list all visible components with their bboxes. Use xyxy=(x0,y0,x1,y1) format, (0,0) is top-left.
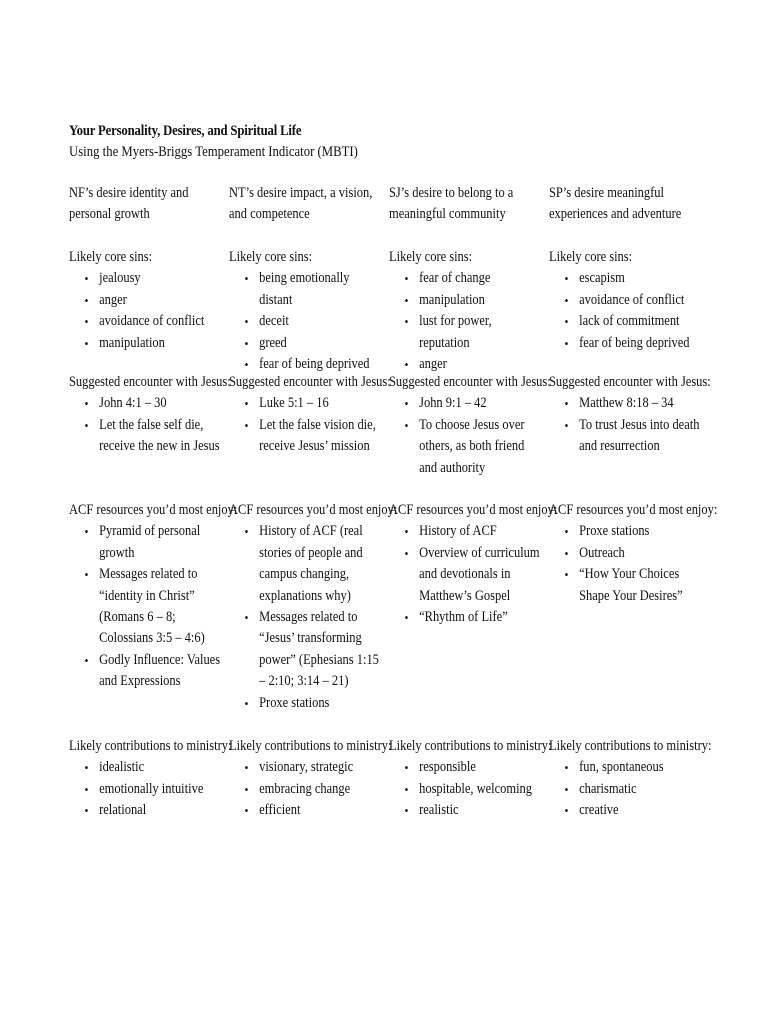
encounter-with-jesus-section xyxy=(69,372,231,500)
list-item: • creative xyxy=(549,800,704,821)
ministry-contributions-label: Likely contributions to ministry: xyxy=(69,738,232,754)
list-item: • avoidance of conflict xyxy=(549,290,704,311)
core-sins-list xyxy=(69,268,224,354)
list-item: • Messages related to “identity in Christ” (Romans 6 – 8; Colossians 3:5 – 4:6) xyxy=(69,564,224,650)
ministry-contributions-list xyxy=(389,757,544,821)
list-item: • fear of being deprived xyxy=(229,354,384,375)
ministry-contributions-section xyxy=(549,736,712,822)
list-item: • escapism xyxy=(549,268,704,289)
encounter-with-jesus-section xyxy=(389,372,551,500)
ministry-contributions-list xyxy=(549,757,704,821)
list-item: • Matthew 8:18 – 34 xyxy=(549,393,704,414)
document-header xyxy=(69,121,409,163)
column-heading: SJ’s desire to belong to a meaningful community xyxy=(389,185,514,223)
list-item: • jealousy xyxy=(69,268,224,289)
temperament-column-sp xyxy=(549,183,718,822)
acf-resources-section xyxy=(229,500,398,736)
ministry-contributions-section xyxy=(229,736,392,822)
encounter-with-jesus-label: Suggested encounter with Jesus: xyxy=(69,374,231,390)
core-sins-list xyxy=(549,268,704,354)
list-item: • Godly Influence: Values and Expressions xyxy=(69,650,224,693)
core-sins-label: Likely core sins: xyxy=(229,249,313,265)
list-item: • Let the false self die, receive the new in Jesus xyxy=(69,415,224,458)
ministry-contributions-label: Likely contributions to ministry: xyxy=(389,738,552,754)
list-item: • “How Your Choices Shape Your Desires” xyxy=(549,564,704,607)
list-item: • History of ACF (real stories of people and campus changing, explanations why) xyxy=(229,521,384,607)
list-item: • Messages related to “Jesus’ transforming power” (Ephesians 1:15 – 2:10; 3:14 – 21) xyxy=(229,607,384,693)
temperament-column-nt xyxy=(229,183,398,822)
list-item: • Let the false vision die, receive Jesus’ mission xyxy=(229,415,384,458)
list-item: • Luke 5:1 – 16 xyxy=(229,393,384,414)
list-item: • Overview of curriculum and devotionals in Matthew’s Gospel xyxy=(389,543,544,607)
core-sins-section xyxy=(229,247,384,372)
acf-resources-label: ACF resources you’d most enjoy: xyxy=(389,502,558,518)
list-item: • being emotionally distant xyxy=(229,268,384,311)
list-item: • Outreach xyxy=(549,543,704,564)
core-sins-list xyxy=(229,268,384,375)
acf-resources-list xyxy=(229,521,384,714)
acf-resources-label: ACF resources you’d most enjoy: xyxy=(229,502,398,518)
acf-resources-list xyxy=(389,521,544,628)
encounter-with-jesus-section xyxy=(229,372,391,500)
core-sins-label: Likely core sins: xyxy=(389,249,473,265)
acf-resources-section xyxy=(549,500,718,736)
list-item: • responsible xyxy=(389,757,544,778)
acf-resources-section xyxy=(69,500,238,736)
list-item: • embracing change xyxy=(229,779,384,800)
temperament-table xyxy=(69,183,718,822)
list-item: • manipulation xyxy=(389,290,544,311)
list-item: • avoidance of conflict xyxy=(69,311,224,332)
list-item: • fear of being deprived xyxy=(549,333,704,354)
list-item: • anger xyxy=(69,290,224,311)
list-item: • relational xyxy=(69,800,224,821)
document-title: Your Personality, Desires, and Spiritual Life xyxy=(69,123,302,139)
list-item: • idealistic xyxy=(69,757,224,778)
list-item: • lack of commitment xyxy=(549,311,704,332)
temperament-column-sj xyxy=(389,183,558,822)
list-item: • John 4:1 – 30 xyxy=(69,393,224,414)
list-item: • lust for power, reputation xyxy=(389,311,544,354)
acf-resources-label: ACF resources you’d most enjoy: xyxy=(549,502,718,518)
list-item: • emotionally intuitive xyxy=(69,779,224,800)
ministry-contributions-label: Likely contributions to ministry: xyxy=(229,738,392,754)
ministry-contributions-section xyxy=(69,736,232,822)
encounter-with-jesus-list xyxy=(69,393,224,457)
list-item: • History of ACF xyxy=(389,521,544,542)
core-sins-section xyxy=(549,247,704,372)
encounter-with-jesus-list xyxy=(229,393,384,457)
temperament-column-nf xyxy=(69,183,238,822)
column-heading: SP’s desire meaningful experiences and adventure xyxy=(549,185,682,223)
list-item: • greed xyxy=(229,333,384,354)
ministry-contributions-label: Likely contributions to ministry: xyxy=(549,738,712,754)
list-item: • Proxe stations xyxy=(229,693,384,714)
core-sins-section xyxy=(389,247,544,372)
ministry-contributions-list xyxy=(69,757,224,821)
document-subtitle: Using the Myers-Briggs Temperament Indicator (MBTI) xyxy=(69,144,358,160)
list-item: • hospitable, welcoming xyxy=(389,779,544,800)
list-item: • To choose Jesus over others, as both friend and authority xyxy=(389,415,544,479)
encounter-with-jesus-list xyxy=(549,393,704,457)
encounter-with-jesus-label: Suggested encounter with Jesus: xyxy=(389,374,551,390)
list-item: • visionary, strategic xyxy=(229,757,384,778)
core-sins-section xyxy=(69,247,224,372)
encounter-with-jesus-section xyxy=(549,372,711,500)
list-item: • Pyramid of personal growth xyxy=(69,521,224,564)
list-item: • “Rhythm of Life” xyxy=(389,607,544,628)
list-item: • John 9:1 – 42 xyxy=(389,393,544,414)
core-sins-list xyxy=(389,268,544,375)
core-sins-label: Likely core sins: xyxy=(549,249,633,265)
acf-resources-label: ACF resources you’d most enjoy: xyxy=(69,502,238,518)
list-item: • Proxe stations xyxy=(549,521,704,542)
list-item: • deceit xyxy=(229,311,384,332)
list-item: • To trust Jesus into death and resurrection xyxy=(549,415,704,458)
ministry-contributions-list xyxy=(229,757,384,821)
ministry-contributions-section xyxy=(389,736,552,822)
list-item: • fun, spontaneous xyxy=(549,757,704,778)
acf-resources-list xyxy=(549,521,704,607)
column-heading: NF’s desire identity and personal growth xyxy=(69,185,189,223)
encounter-with-jesus-label: Suggested encounter with Jesus: xyxy=(229,374,391,390)
acf-resources-section xyxy=(389,500,558,736)
list-item: • fear of change xyxy=(389,268,544,289)
core-sins-label: Likely core sins: xyxy=(69,249,153,265)
list-item: • anger xyxy=(389,354,544,375)
list-item: • realistic xyxy=(389,800,544,821)
encounter-with-jesus-list xyxy=(389,393,544,479)
list-item: • charismatic xyxy=(549,779,704,800)
column-heading: NT’s desire impact, a vision, and competence xyxy=(229,185,373,223)
encounter-with-jesus-label: Suggested encounter with Jesus: xyxy=(549,374,711,390)
acf-resources-list xyxy=(69,521,224,692)
list-item: • manipulation xyxy=(69,333,224,354)
list-item: • efficient xyxy=(229,800,384,821)
